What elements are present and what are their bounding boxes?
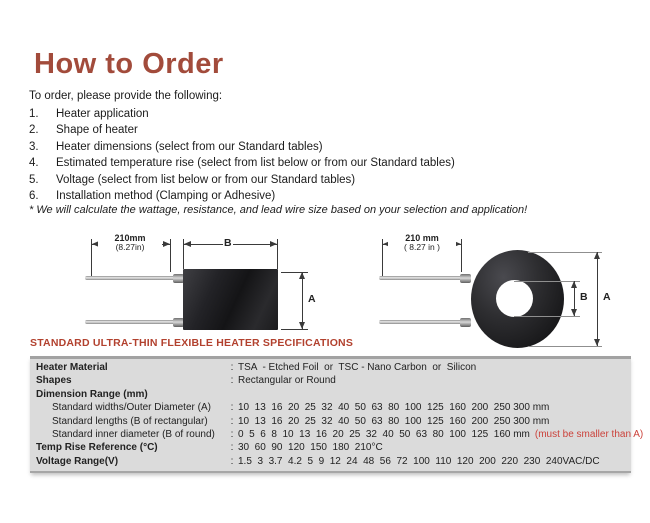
row-label: Shapes <box>36 375 72 387</box>
lead-wire-bottom <box>379 320 463 324</box>
extension-line <box>528 252 602 253</box>
row-value <box>238 388 631 401</box>
row-colon: : <box>230 442 234 454</box>
list-text: Heater dimensions (select from our Standard tables) <box>56 140 323 153</box>
list-text: Voltage (select from list below or from our Standard tables) <box>56 173 356 186</box>
specs-heading: STANDARD ULTRA-THIN FLEXIBLE HEATER SPECIFICATIONS <box>30 337 354 349</box>
dim-arrow <box>299 322 305 329</box>
row-value: 30 60 90 120 150 180 210°C <box>238 442 383 454</box>
calculation-note: * We will calculate the wattage, resistance, and lead wire size based on your selection and application! <box>29 204 528 216</box>
row-colon: : <box>230 455 234 467</box>
length-in: ( 8.27 in ) <box>404 242 440 252</box>
outer-dim-label-a: A <box>603 291 611 303</box>
specs-table <box>30 356 644 473</box>
table-row <box>30 401 631 414</box>
list-item <box>29 155 589 171</box>
dim-arrow <box>163 241 170 247</box>
list-item <box>29 188 589 204</box>
list-text: Heater application <box>56 108 149 120</box>
intro-text: To order, please provide the following: <box>29 90 223 102</box>
row-value: 10 13 16 20 25 32 40 50 63 80 100 125 160 200 250 300 mm <box>238 415 550 427</box>
dim-arrow <box>270 241 277 247</box>
row-value: 10 13 16 20 25 32 40 50 63 80 100 125 160 200 250 300 mm <box>238 402 550 414</box>
wire-ferrule <box>460 274 471 283</box>
round-heater-hole <box>496 280 533 317</box>
row-label: Voltage Range(V) <box>36 455 119 467</box>
length-dim-label <box>388 233 456 253</box>
table-row <box>30 441 631 454</box>
table-row <box>30 455 631 468</box>
list-item <box>29 122 589 138</box>
height-dim-label-a: A <box>308 293 316 305</box>
row-value: Rectangular or Round <box>238 375 336 387</box>
list-text: Estimated temperature rise (select from list below or from our Standard tables) <box>56 157 455 170</box>
list-number: 6. <box>29 189 39 202</box>
list-item <box>29 106 589 122</box>
row-label: Standard inner diameter (B of round) <box>52 429 215 441</box>
list-number: 5. <box>29 173 39 186</box>
list-number: 1. <box>29 108 39 120</box>
list-item <box>29 139 589 155</box>
list-item <box>29 172 589 188</box>
list-number: 3. <box>29 140 39 153</box>
row-label: Heater Material <box>36 362 108 373</box>
dimension-line <box>302 272 303 329</box>
row-value-numbers: 0 5 6 8 10 13 16 20 25 32 40 50 63 80 100 125 160 mm <box>238 429 530 441</box>
dim-arrow <box>571 281 577 288</box>
dim-arrow <box>571 309 577 316</box>
row-constraint-note: (must be smaller than A) <box>534 429 644 441</box>
table-row <box>30 428 644 441</box>
row-value <box>238 428 643 441</box>
row-colon: : <box>230 429 234 441</box>
list-text: Installation method (Clamping or Adhesive) <box>56 189 276 202</box>
wire-ferrule <box>460 318 471 327</box>
page-title: How to Order <box>34 48 224 80</box>
table-row <box>30 361 631 374</box>
dim-arrow <box>594 339 600 346</box>
list-number: 2. <box>29 124 39 137</box>
dim-arrow <box>594 252 600 259</box>
list-text: Shape of heater <box>56 124 138 137</box>
order-steps-list <box>29 106 589 204</box>
row-label: Temp Rise Reference (°C) <box>36 442 158 454</box>
width-dim-label-b: B <box>224 237 232 249</box>
dimension-line <box>597 252 598 346</box>
length-in: (8.27in) <box>115 242 145 252</box>
inner-dim-label-b: B <box>580 291 588 303</box>
row-colon: : <box>230 415 234 427</box>
lead-wire-top <box>379 276 463 280</box>
row-label: Dimension Range (mm) <box>36 388 148 400</box>
length-mm: 210mm <box>114 233 146 243</box>
table-row <box>30 374 631 387</box>
table-row <box>30 388 631 401</box>
dim-arrow <box>299 272 305 279</box>
lead-wire-top <box>85 276 175 280</box>
lead-wire-bottom <box>85 320 175 324</box>
table-row <box>30 415 631 428</box>
row-colon: : <box>230 402 234 414</box>
extension-line <box>528 346 602 347</box>
row-colon: : <box>230 375 234 387</box>
length-mm: 210 mm <box>405 233 439 243</box>
row-label: Standard widths/Outer Diameter (A) <box>52 402 211 414</box>
row-value: 1.5 3 3.7 4.2 5 9 12 24 48 56 72 100 110 120 200 220 230 240VAC/DC <box>238 455 600 467</box>
heater-body-rect <box>183 269 278 330</box>
row-value: TSA - Etched Foil or TSC - Nano Carbon or Silicon <box>238 362 477 373</box>
length-dim-label <box>98 233 162 253</box>
dim-arrow <box>184 241 191 247</box>
list-number: 4. <box>29 157 39 170</box>
row-colon: : <box>230 362 234 373</box>
row-label: Standard lengths (B of rectangular) <box>52 415 208 427</box>
row-colon <box>226 388 238 401</box>
